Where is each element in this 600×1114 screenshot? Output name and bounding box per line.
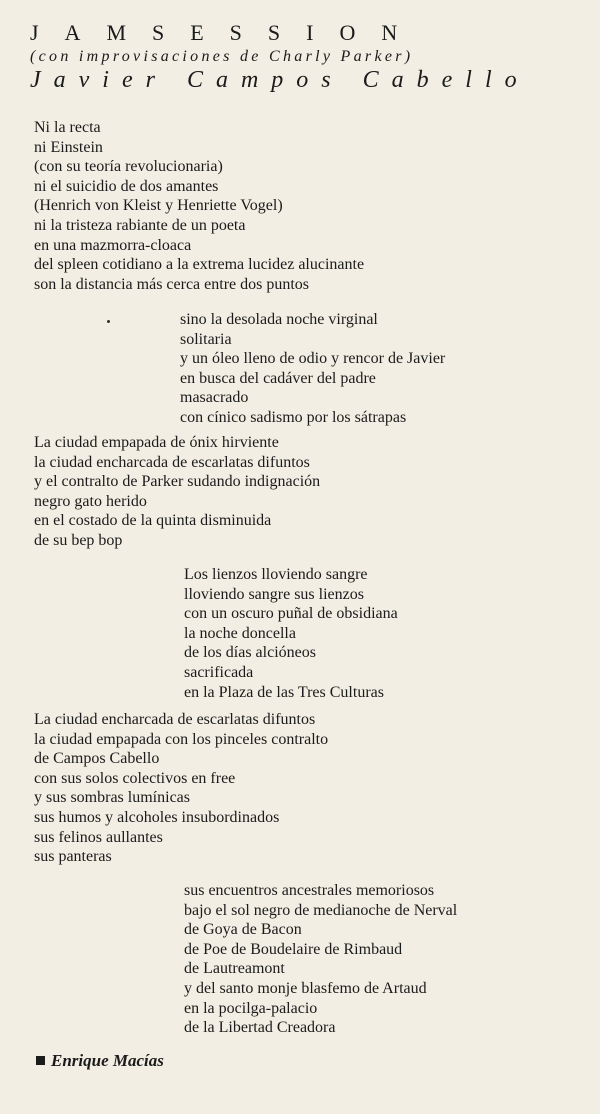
stanza-4 <box>184 565 398 702</box>
poem-line: Los lienzos lloviendo sangre <box>184 566 368 583</box>
poem-line: de Lautreamont <box>184 960 285 978</box>
poem-line: sacrificada <box>184 663 254 681</box>
poem-line: sus humos y alcoholes insubordinados <box>34 808 280 826</box>
poem-line: masacrado <box>180 389 249 407</box>
stanza-2 <box>180 310 445 428</box>
poem-line: con sus solos colectivos en free <box>34 769 236 787</box>
poem-line: de su bep bop <box>34 531 123 549</box>
poem-line: en una mazmorra-cloaca <box>34 236 192 254</box>
poem-line: de la Libertad Creadora <box>184 1019 336 1037</box>
poem-line: ni el suicidio de dos amantes <box>34 177 219 195</box>
poem-subtitle: (con improvisaciones de Charly Parker) <box>30 48 414 65</box>
poem-line: Ni la recta <box>34 119 101 136</box>
stanza-6 <box>184 881 457 1038</box>
poem-author: Javier Campos Cabello <box>30 67 530 93</box>
poem-line: ni la tristeza rabiante de un poeta <box>34 216 246 234</box>
poem-line: sus panteras <box>34 848 112 866</box>
poem-line: y sus sombras lumínicas <box>34 789 190 807</box>
poem-line: del spleen cotidiano a la extrema lucidez alucinante <box>34 256 365 274</box>
poem-line: sus encuentros ancestrales memoriosos <box>184 882 435 899</box>
poem-line: de Campos Cabello <box>34 750 160 768</box>
poem-line: de Poe de Boudelaire de Rimbaud <box>184 940 403 958</box>
stanza-1 <box>34 118 364 294</box>
poem-title: JAMSESSION <box>30 20 424 45</box>
poem-line: en el costado de la quinta disminuida <box>34 512 272 530</box>
poem-line: y del santo monje blasfemo de Artaud <box>184 979 427 997</box>
signature-name: Enrique Macías <box>51 1051 164 1070</box>
poem-line: solitaria <box>180 330 232 348</box>
poem-line: negro gato herido <box>34 492 147 510</box>
poem-line: en busca del cadáver del padre <box>180 369 376 387</box>
poem-line: la noche doncella <box>184 624 296 642</box>
poem-line: lloviendo sangre sus lienzos <box>184 585 364 603</box>
poem-line: bajo el sol negro de medianoche de Nerval <box>184 901 458 919</box>
ink-speck <box>107 320 110 323</box>
stanza-3 <box>34 433 320 551</box>
poem-line: con un oscuro puñal de obsidiana <box>184 605 398 623</box>
square-bullet-icon <box>36 1056 45 1065</box>
poem-line: son la distancia más cerca entre dos puntos <box>34 275 310 293</box>
poem-line: la ciudad encharcada de escarlatas difuntos <box>34 453 310 471</box>
poem-line: La ciudad encharcada de escarlatas difuntos <box>34 711 316 728</box>
poem-line: La ciudad empapada de ónix hirviente <box>34 434 279 451</box>
poem-line: la ciudad empapada con los pinceles contralto <box>34 730 329 748</box>
poem-line: (Henrich von Kleist y Henriette Vogel) <box>34 197 283 215</box>
poem-line: de los días alcióneos <box>184 644 316 662</box>
signature <box>36 1051 164 1071</box>
poem-line: con cínico sadismo por los sátrapas <box>180 408 407 426</box>
poem-line: de Goya de Bacon <box>184 921 302 939</box>
poem-line: y el contralto de Parker sudando indignación <box>34 473 321 491</box>
poem-line: sino la desolada noche virginal <box>180 311 378 328</box>
poem-line: (con su teoría revolucionaria) <box>34 158 223 176</box>
stanza-5 <box>34 710 328 867</box>
poem-line: y un óleo lleno de odio y rencor de Javier <box>180 350 446 368</box>
poem-line: ni Einstein <box>34 138 103 156</box>
poem-line: en la Plaza de las Tres Culturas <box>184 683 384 701</box>
poem-line: sus felinos aullantes <box>34 828 163 846</box>
poem-line: en la pocilga-palacio <box>184 999 318 1017</box>
